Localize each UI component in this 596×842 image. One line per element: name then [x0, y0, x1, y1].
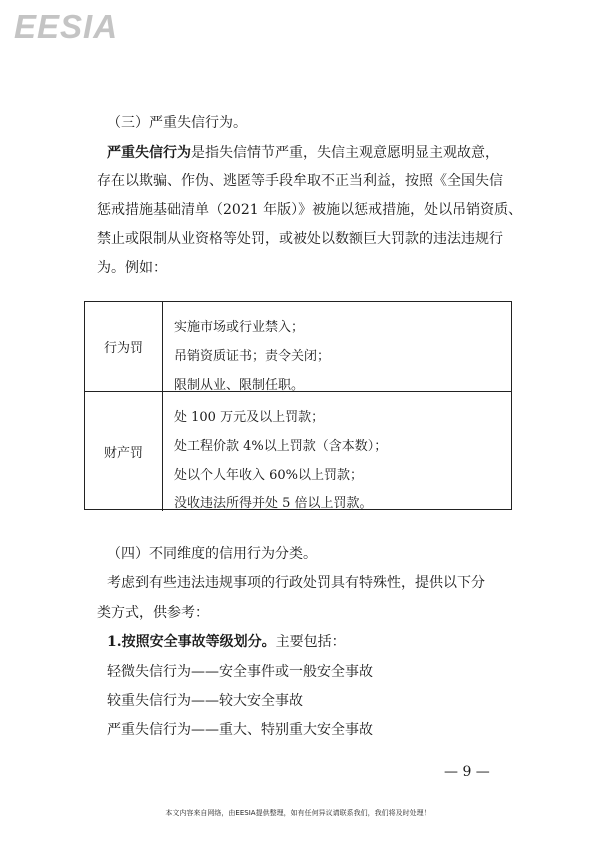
category-cell: 行为罚	[85, 302, 163, 391]
section-3-line-4: 禁止或限制从业资格等处罚，或被处以数额巨大罚款的违法违规行	[97, 231, 503, 247]
list-item: 较重失信行为——较大安全事故	[107, 693, 303, 709]
section-3-line-5: 为。例如：	[97, 260, 167, 276]
table-item: 没收违法所得并处 5 倍以上罚款。	[174, 496, 373, 511]
section-4-heading: （四）不同维度的信用行为分类。	[107, 546, 317, 562]
table-item: 限制从业、限制任职。	[174, 378, 305, 393]
sub-heading-1: 1.按照安全事故等级划分。主要包括：	[107, 634, 346, 650]
section-4-intro-line-1: 考虑到有些违法违规事项的行政处罚具有特殊性，提供以下分	[107, 575, 485, 591]
term-serious-dishonesty: 严重失信行为	[107, 145, 191, 161]
page-number: — 9 —	[444, 764, 490, 780]
table-item: 实施市场或行业禁入；	[174, 320, 305, 335]
penalty-table	[84, 301, 512, 510]
table-row	[85, 302, 511, 392]
section-3-line-2: 存在以欺骗、作伪、逃匿等手段牟取不正当利益，按照《全国失信	[97, 173, 503, 189]
section-3-heading: （三）严重失信行为。	[107, 115, 247, 131]
category-cell: 财产罚	[85, 392, 163, 511]
eesia-logo: EESIA	[14, 8, 119, 45]
section-3-line-1: 严重失信行为是指失信情节严重，失信主观意愿明显主观故意，	[107, 145, 499, 161]
table-row	[85, 392, 511, 511]
table-item: 吊销资质证书；责令关闭；	[174, 349, 331, 364]
table-item: 处 100 万元及以上罚款；	[174, 410, 325, 425]
section-4-intro-line-2: 类方式，供参考：	[97, 605, 209, 621]
section-3-line-3: 惩戒措施基础清单（2021 年版）》被施以惩戒措施，处以吊销资质、	[97, 202, 523, 218]
list-item: 轻微失信行为——安全事件或一般安全事故	[107, 664, 373, 680]
footer-note: 本文内容来自网络，由EESIA提供整理，如有任何异议请联系我们，我们将及时处理！	[165, 809, 431, 817]
table-item: 处以个人年收入 60%以上罚款；	[174, 468, 364, 483]
table-item: 处工程价款 4%以上罚款（含本数）；	[174, 439, 388, 454]
list-item: 严重失信行为——重大、特别重大安全事故	[107, 722, 373, 738]
